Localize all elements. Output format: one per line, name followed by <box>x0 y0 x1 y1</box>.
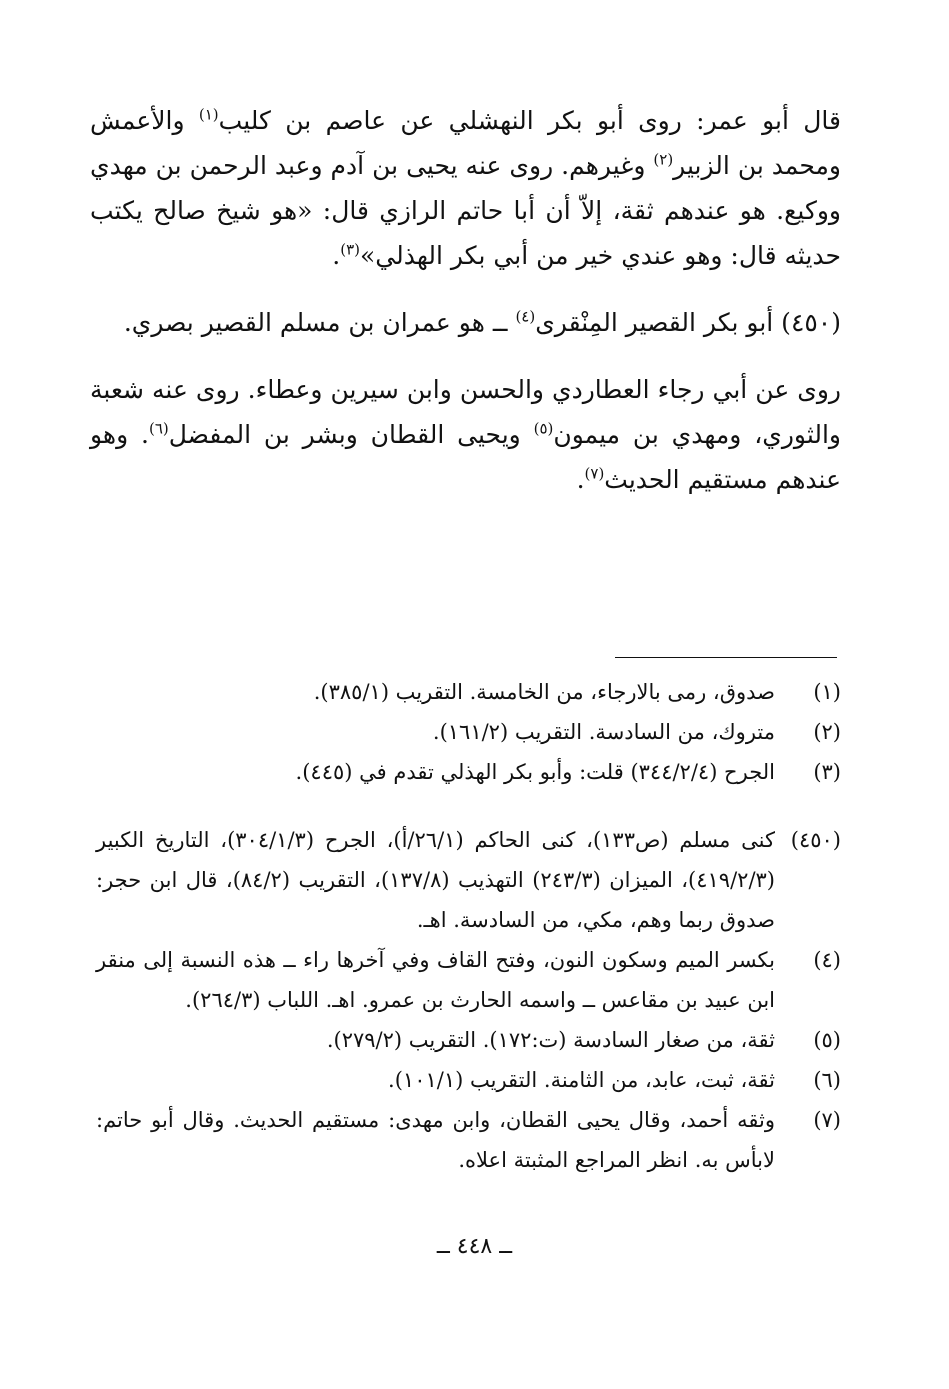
footnote-text: الجرح (٣٤٤/٢/٤) قلت: وأبو بكر الهذلي تقدم في (٤٤٥). <box>295 760 775 784</box>
footnote-number: (٦) <box>813 1068 841 1092</box>
footnote-text: متروك، من السادسة. التقريب (١٦١/٢). <box>432 720 775 744</box>
footnote-number: (٢) <box>813 720 841 744</box>
page-number: ــ ٤٤٨ ــ <box>436 1234 513 1259</box>
footnote-text: كنى مسلم (ص١٣٣)، كنى الحاكم (٢٦/١/أ)، الجرح (٣٠٤/١/٣)، التاريخ الكبير (٤١٩/٢/٣)، الميزان (٢٤٣/٣) التهذيب (١٣٧/٨)، التقريب (٨٤/٢)، قال ابن حجر: صدوق ربما وهم، مكي، من السادسة. اهـ. <box>96 828 776 932</box>
footnote-ref-2[interactable]: (٢) <box>653 150 674 169</box>
footnote-2 <box>96 712 841 752</box>
footnote-5 <box>96 1020 841 1060</box>
entry-450-heading: (٤٥٠) أبو بكر القصير المِنْقرى$^{(٤)}$ ــ هو عمران بن مسلم القصير بصري. <box>123 307 841 337</box>
footnote-ref-6[interactable]: (٦) <box>148 419 169 438</box>
paragraph-abu-amr: قال أبو عمر: روى أبو بكر النهشلي عن عاصم بن كليب$^{(١)}$ والأعمش ومحمد بن الزبير$^{(٢)}$ وغيرهم. روى عنه يحيى بن آدم وعبد الرحمن بن مهدي ووكيع. هو عندهم ثقة، إلاّ أن أبا حاتم الرازي قال: «هو شيخ صالح يكتب حديثه قال: وهو عندي خير من أبي بكر الهذلي»$^{(٣)}$. <box>90 105 841 270</box>
footnote-text: صدوق، رمى بالارجاء، من الخامسة. التقريب (٣٨٥/١). <box>313 680 775 704</box>
footnote-number: (١) <box>813 680 841 704</box>
footnote-number: (٣) <box>813 760 841 784</box>
footnote-450 <box>96 820 841 940</box>
footnote-number: (٥) <box>813 1028 841 1052</box>
footnote-text: وثقه أحمد، وقال يحيى القطان، وابن مهدى: مستقيم الحديث. وقال أبو حاتم: لابأس به. انظر المراجع المثبتة اعلاه. <box>96 1108 775 1172</box>
footnote-4 <box>96 940 841 1020</box>
footnote-ref-5[interactable]: (٥) <box>533 419 554 438</box>
footnote-number: (٤٥٠) <box>790 828 841 852</box>
footnote-number: (٧) <box>813 1108 841 1132</box>
footnote-ref-3[interactable]: (٣) <box>340 240 360 259</box>
footnote-ref-1[interactable]: (١) <box>198 105 219 124</box>
footnote-6 <box>96 1060 841 1100</box>
footnote-text: ثقة، ثبت، عابد، من الثامنة. التقريب (١٠١/١). <box>388 1068 775 1092</box>
main-text <box>90 98 841 524</box>
footnote-1 <box>96 672 841 712</box>
footnote-number: (٤) <box>813 948 841 972</box>
footnote-text: بكسر الميم وسكون النون، وفتح القاف وفي آخرها راء ــ هذه النسبة إلى منقر ابن عبيد بن مقاعس ــ واسمه الحارث بن عمرو. اهـ. اللباب (٢٦٤/٣). <box>96 948 775 1012</box>
footnotes <box>96 672 841 1180</box>
footnote-text: ثقة، من صغار السادسة (ت:١٧٢). التقريب (٢٧٩/٢). <box>326 1028 775 1052</box>
footnote-3 <box>96 752 841 792</box>
footnote-ref-7[interactable]: (٧) <box>584 464 605 483</box>
footnote-7 <box>96 1100 841 1180</box>
footnote-ref-4[interactable]: (٤) <box>515 307 536 326</box>
entry-450-body: روى عن أبي رجاء العطاردي والحسن وابن سيرين وعطاء. روى عنه شعبة والثوري، ومهدي بن ميمون$^{(٥)}$ ويحيى القطان وبشر بن المفضل$^{(٦)}$. وهو عندهم مستقيم الحديث$^{(٧)}$. <box>90 375 841 494</box>
footnote-divider <box>615 657 837 658</box>
